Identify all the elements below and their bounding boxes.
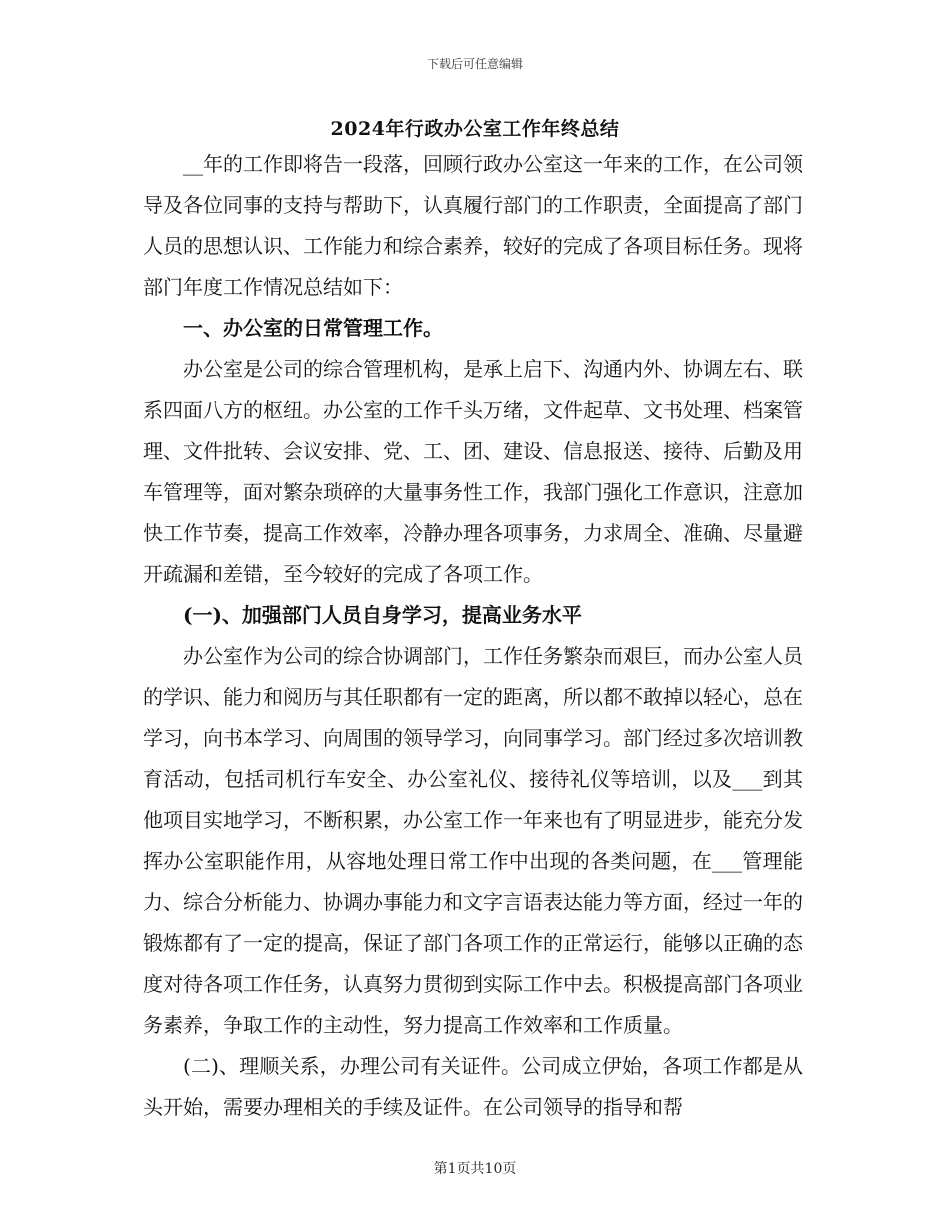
paragraph-learning: 办公室作为公司的综合协调部门，工作任务繁杂而艰巨，而办公室人员的学识、能力和阅历与其任职都有一定的距离，所以都不敢掉以轻心，总在学习，向书本学习、向周围的领导学习，向同事学习。部门经过多次培训教育活动，包括司机行车安全、办公室礼仪、接待礼仪等培训，以及___到其他项目实地学习，不断积累，办公室工作一年来也有了明显进步，能充分发挥办公室职能作用，从容地处理日常工作中出现的各类问题，在___管理能力、综合分析能力、协调办事能力和文字言语表达能力等方面，经过一年的锻炼都有了一定的提高，保证了部门各项工作的正常运行，能够以正确的态度对待各项工作任务，认真努力贯彻到实际工作中去。积极提高部门各项业务素养，争取工作的主动性，努力提高工作效率和工作质量。 <box>143 644 803 1037</box>
section-heading-daily-management: 一、办公室的日常管理工作。 <box>183 316 443 340</box>
subsection-heading-learning: (一)、加强部门人员自身学习，提高业务水平 <box>183 603 582 627</box>
document-title: 2024年行政办公室工作年终总结 <box>330 118 620 140</box>
page-number: 第1页共10页 <box>433 1161 517 1177</box>
document-body <box>143 144 803 1128</box>
paragraph-intro: __年的工作即将告一段落，回顾行政办公室这一年来的工作，在公司领导及各位同事的支持与帮助下，认真履行部门的工作职责，全面提高了部门人员的思想认识、工作能力和综合素养，较好的完成了各项目标任务。现将部门年度工作情况总结如下： <box>143 152 803 299</box>
header-note: 下载后可任意编辑 <box>426 57 523 71</box>
paragraph-certificates: (二)、理顺关系，办理公司有关证件。公司成立伊始，各项工作都是从头开始，需要办理相关的手续及证件。在公司领导的指导和帮 <box>143 1054 803 1119</box>
paragraph-office-role: 办公室是公司的综合管理机构，是承上启下、沟通内外、协调左右、联系四面八方的枢纽。办公室的工作千头万绪，文件起草、文书处理、档案管理、文件批转、会议安排、党、工、团、建设、信息报送、接待、后勤及用车管理等，面对繁杂琐碎的大量事务性工作，我部门强化工作意识，注意加快工作节奏，提高工作效率，冷静办理各项事务，力求周全、准确、尽量避开疏漏和差错，至今较好的完成了各项工作。 <box>143 357 803 586</box>
